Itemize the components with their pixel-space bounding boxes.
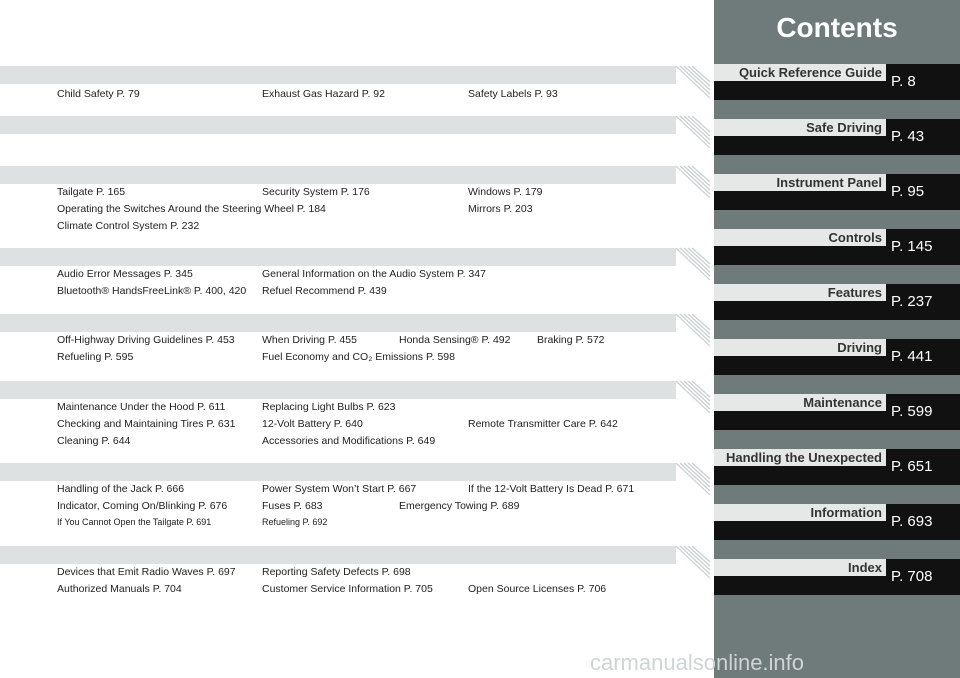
entry-link[interactable]: When Driving P. 455: [262, 334, 357, 346]
tab-page: P. 651: [887, 449, 960, 485]
section-handling-unexpected-entries: [57, 483, 677, 534]
tab-page: P. 43: [887, 119, 960, 155]
watermark: carmanualsonline.info: [590, 650, 805, 675]
section-band: [0, 116, 676, 134]
entry-link[interactable]: Windows P. 179: [468, 186, 543, 198]
section-band: [0, 166, 676, 184]
entry-link[interactable]: Braking P. 572: [537, 334, 605, 346]
entry-link[interactable]: If You Cannot Open the Tailgate P. 691: [57, 517, 212, 527]
entry-link[interactable]: Refueling P. 692: [262, 517, 328, 527]
tab-instrument-panel[interactable]: [714, 174, 960, 212]
entry-link[interactable]: Indicator, Coming On/Blinking P. 676: [57, 500, 228, 512]
entry-link[interactable]: Reporting Safety Defects P. 698: [262, 566, 411, 578]
hatch-stripe: [676, 112, 712, 148]
entry-link[interactable]: Cleaning P. 644: [57, 435, 131, 447]
hatch-stripe: [676, 459, 712, 495]
tab-quick-reference-guide[interactable]: [714, 64, 960, 102]
tab-safe-driving[interactable]: [714, 119, 960, 157]
entry-link[interactable]: 12-Volt Battery P. 640: [262, 418, 363, 430]
tab-label: Maintenance: [714, 394, 886, 411]
tab-page: P. 237: [887, 284, 960, 320]
entry-link[interactable]: Audio Error Messages P. 345: [57, 268, 193, 280]
tab-page: P. 145: [887, 229, 960, 265]
hatch-stripe: [676, 377, 712, 413]
tab-label: Quick Reference Guide: [714, 64, 886, 81]
tab-driving[interactable]: [714, 339, 960, 377]
entry-link[interactable]: Child Safety P. 79: [57, 88, 140, 100]
section-driving-entries: [57, 334, 677, 368]
tab-page: P. 708: [887, 559, 960, 595]
tab-label: Instrument Panel: [714, 174, 886, 191]
tab-handling-the-unexpected[interactable]: [714, 449, 960, 487]
entry-link[interactable]: Exhaust Gas Hazard P. 92: [262, 88, 385, 100]
entry-link[interactable]: Climate Control System P. 232: [57, 220, 200, 232]
tab-features[interactable]: [714, 284, 960, 322]
tab-label: Handling the Unexpected: [714, 449, 886, 466]
tab-maintenance[interactable]: [714, 394, 960, 432]
entry-link[interactable]: Security System P. 176: [262, 186, 370, 198]
tab-label: Controls: [714, 229, 886, 246]
entry-link[interactable]: Power System Won’t Start P. 667: [262, 483, 417, 495]
entry-link[interactable]: Authorized Manuals P. 704: [57, 583, 182, 595]
section-band: [0, 381, 676, 399]
entry-link[interactable]: Open Source Licenses P. 706: [468, 583, 607, 595]
hatch-stripe: [676, 310, 712, 346]
hatch-stripe: [676, 542, 712, 578]
tab-label: Information: [714, 504, 886, 521]
section-safe-driving-entries: [57, 88, 677, 105]
entry-link[interactable]: Handling of the Jack P. 666: [57, 483, 185, 495]
section-controls-entries: [57, 186, 677, 237]
section-features-entries: [57, 268, 677, 302]
entry-link[interactable]: Maintenance Under the Hood P. 611: [57, 401, 226, 413]
entry-link[interactable]: Refueling P. 595: [57, 351, 134, 363]
entry-link[interactable]: Fuel Economy and CO₂ Emissions P. 598: [262, 351, 455, 363]
tab-page: P. 95: [887, 174, 960, 210]
tab-index[interactable]: [714, 559, 960, 597]
entry-link[interactable]: Honda Sensing® P. 492: [399, 334, 511, 346]
tab-label: Driving: [714, 339, 886, 356]
entry-link[interactable]: Checking and Maintaining Tires P. 631: [57, 418, 236, 430]
entry-link[interactable]: Mirrors P. 203: [468, 203, 533, 215]
hatch-stripe: [676, 62, 712, 98]
entry-link[interactable]: Off-Highway Driving Guidelines P. 453: [57, 334, 235, 346]
tab-page: P. 693: [887, 504, 960, 540]
entry-link[interactable]: If the 12-Volt Battery Is Dead P. 671: [468, 483, 635, 495]
tab-controls[interactable]: [714, 229, 960, 267]
tab-page: P. 8: [887, 64, 960, 100]
entry-link[interactable]: Emergency Towing P. 689: [399, 500, 520, 512]
entry-link[interactable]: Accessories and Modifications P. 649: [262, 435, 436, 447]
tab-information[interactable]: [714, 504, 960, 542]
hatch-stripe: [676, 244, 712, 280]
entry-link[interactable]: Replacing Light Bulbs P. 623: [262, 401, 396, 413]
entry-link[interactable]: Devices that Emit Radio Waves P. 697: [57, 566, 236, 578]
section-band: [0, 463, 676, 481]
hatch-stripe: [676, 162, 712, 198]
entry-link[interactable]: Customer Service Information P. 705: [262, 583, 433, 595]
section-maintenance-entries: [57, 401, 677, 452]
page-title: Contents: [776, 12, 898, 43]
section-information-entries: [57, 566, 677, 600]
entry-link[interactable]: Operating the Switches Around the Steering Wheel P. 184: [57, 203, 326, 215]
section-band: [0, 314, 676, 332]
section-band: [0, 66, 676, 84]
entry-link[interactable]: Bluetooth® HandsFreeLink® P. 400, 420: [57, 285, 247, 297]
tab-page: P. 441: [887, 339, 960, 375]
entry-link[interactable]: Fuses P. 683: [262, 500, 323, 512]
tab-page: P. 599: [887, 394, 960, 430]
entry-link[interactable]: Refuel Recommend P. 439: [262, 285, 387, 297]
entry-link[interactable]: Remote Transmitter Care P. 642: [468, 418, 618, 430]
tab-label: Index: [714, 559, 886, 576]
entry-link[interactable]: General Information on the Audio System P. 347: [262, 268, 486, 280]
section-band: [0, 546, 676, 564]
entry-link[interactable]: Safety Labels P. 93: [468, 88, 558, 100]
section-band: [0, 248, 676, 266]
tab-label: Features: [714, 284, 886, 301]
entry-link[interactable]: Tailgate P. 165: [57, 186, 126, 198]
tab-label: Safe Driving: [714, 119, 886, 136]
